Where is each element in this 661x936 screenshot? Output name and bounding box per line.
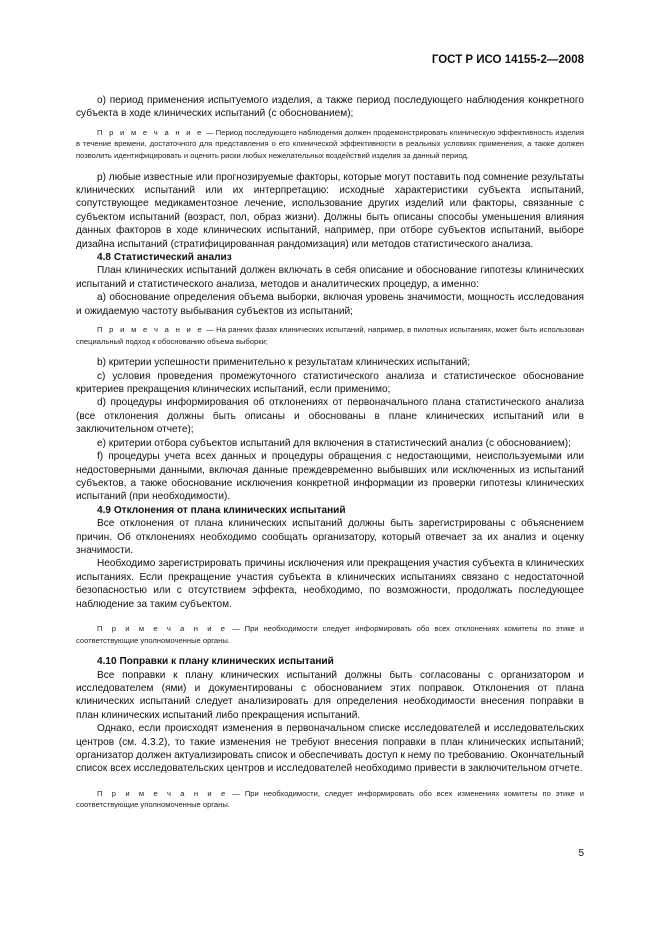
note-text: — Период последующего наблюдения должен продемонстрировать клиническую эффективность изделия в течение времени, достаточного для представления о его клинической эффективности в реальных условиях применения, а также должен позволить идентифицировать и оценить риски любых нежелательных воздействий изделия за данный период. <box>76 127 584 160</box>
note-3 <box>76 623 584 646</box>
item-c: c) условия проведения промежуточного статистического анализа и статистическое обоснование критериев прекращения клинических испытаний, если применимо; <box>76 370 584 396</box>
section-4-9-heading: 4.9 Отклонения от плана клинических испытаний <box>97 504 346 516</box>
note-4 <box>76 788 584 811</box>
note-label: П р и м е ч а н и е <box>97 127 204 137</box>
section-4-8-heading: 4.8 Статистический анализ <box>97 252 232 264</box>
section-4-8-intro: План клинических испытаний должен включать в себя описание и обоснование гипотезы клинических испытаний и статистического анализа, методов и аналитических процедур, а именно: <box>76 265 584 290</box>
item-d: d) процедуры информирования об отклонениях от первоначального плана статистического анализа (все отклонения должны быть описаны и обоснованы в плане клинических испытаний или в заключительном отчете); <box>76 397 584 436</box>
item-f: f) процедуры учета всех данных и процедуры обращения с недостающими, неиспользуемыми или недостоверными данными, включая данные преждевременно выбывших или исключенных из испытаний субъектов, а также обоснование исключения конкретной информации из проверки гипотезы клинических испытаний (при необходимости). <box>76 451 584 503</box>
section-4-9-para-2: Необходимо зарегистрировать причины исключения или прекращения участия субъекта в клинических испытаниях. Если прекращение участия субъекта в клинических испытаниях связано с недостаточной безопасностью или с отсутствием эффекта, необходимо, по возможности, продолжать последующее наблюдение за таким субъектом. <box>76 558 584 610</box>
note-label: П р и м е ч а н и е <box>97 325 204 335</box>
section-4-10-para-2: Однако, если происходят изменения в первоначальном списке исследователей и исследовательских центров (см. 4.3.2), то такие изменения не требуют внесения поправки в план клинических испытаний; организатор должен актуализировать список и обеспечивать доступ к нему по требованию. Окончательный список всех исследовательских центров и исследователей необходимо привести в заключительном отчете. <box>76 723 584 775</box>
item-o: о) период применения испытуемого изделия, а также период последующего наблюдения конкретного субъекта в ходе клинических испытаний (с обоснованием); <box>76 95 584 120</box>
note-text: — На ранних фазах клинических испытаний, например, в пилотных испытаниях, может быть использован специальный подход к обоснованию объема выборки; <box>76 325 584 346</box>
note-label: П р и м е ч а н и е <box>97 623 228 633</box>
item-a: а) обоснование определения объема выборки, включая уровень значимости, мощность исследования и ожидаемую частоту выбывания субъектов из испытаний; <box>76 292 584 317</box>
note-label: П р и м е ч а н и е <box>97 788 228 798</box>
note-text: — При необходимости, следует информировать обо всех изменениях комитеты по этике и соответствующие уполномоченные органы. <box>76 788 584 810</box>
note-1 <box>76 127 584 162</box>
section-4-10-para-1: Все поправки к плану клинических испытаний должны быть согласованы с организатором и исследователем (ями) и документированы с обоснованием этих поправок. Отклонения от плана клинических испытаний следует анализировать для определения необходимости внесения поправки в план клинических испытаний либо прекращения испытаний. <box>76 669 584 721</box>
section-4-9-para-1: Все отклонения от плана клинических испытаний должны быть зарегистрированы с объяснением причин. Об отклонениях необходимо сообщать организатору, который отвечает за их анализ и оценку значимости. <box>76 518 584 556</box>
section-4-10-heading: 4.10 Поправки к плану клинических испытаний <box>97 656 334 668</box>
page-number: 5 <box>578 848 584 859</box>
item-b: b) критерии успешности применительно к результатам клинических испытаний; <box>97 357 471 369</box>
note-text: — При необходимости следует информировать обо всех отклонениях комитеты по этике и соответствующие уполномоченные органы. <box>76 623 584 645</box>
item-e: e) критерии отбора субъектов испытаний для включения в статистический анализ (с обоснованием); <box>97 437 571 449</box>
note-2 <box>76 324 584 347</box>
page-content <box>76 94 584 820</box>
item-p: р) любые известные или прогнозируемые факторы, которые могут поставить под сомнение результаты клинических испытаний или их интерпретацию: исходные характеристики субъекта испытаний, сопутствующее медикаментозное лечение, использование других изделий или факторы, связанные с субъектом испытаний (возраст, пол, образ жизни). Должны быть описаны способы уменьшения влияния данных факторов в ходе клинических испытаний, например, при отборе субъектов испытаний, выборе дизайна испытаний (стратифицированная рандомизация) или методов статистического анализа. <box>76 171 584 250</box>
document-header: ГОСТ Р ИСО 14155-2—2008 <box>431 54 584 66</box>
